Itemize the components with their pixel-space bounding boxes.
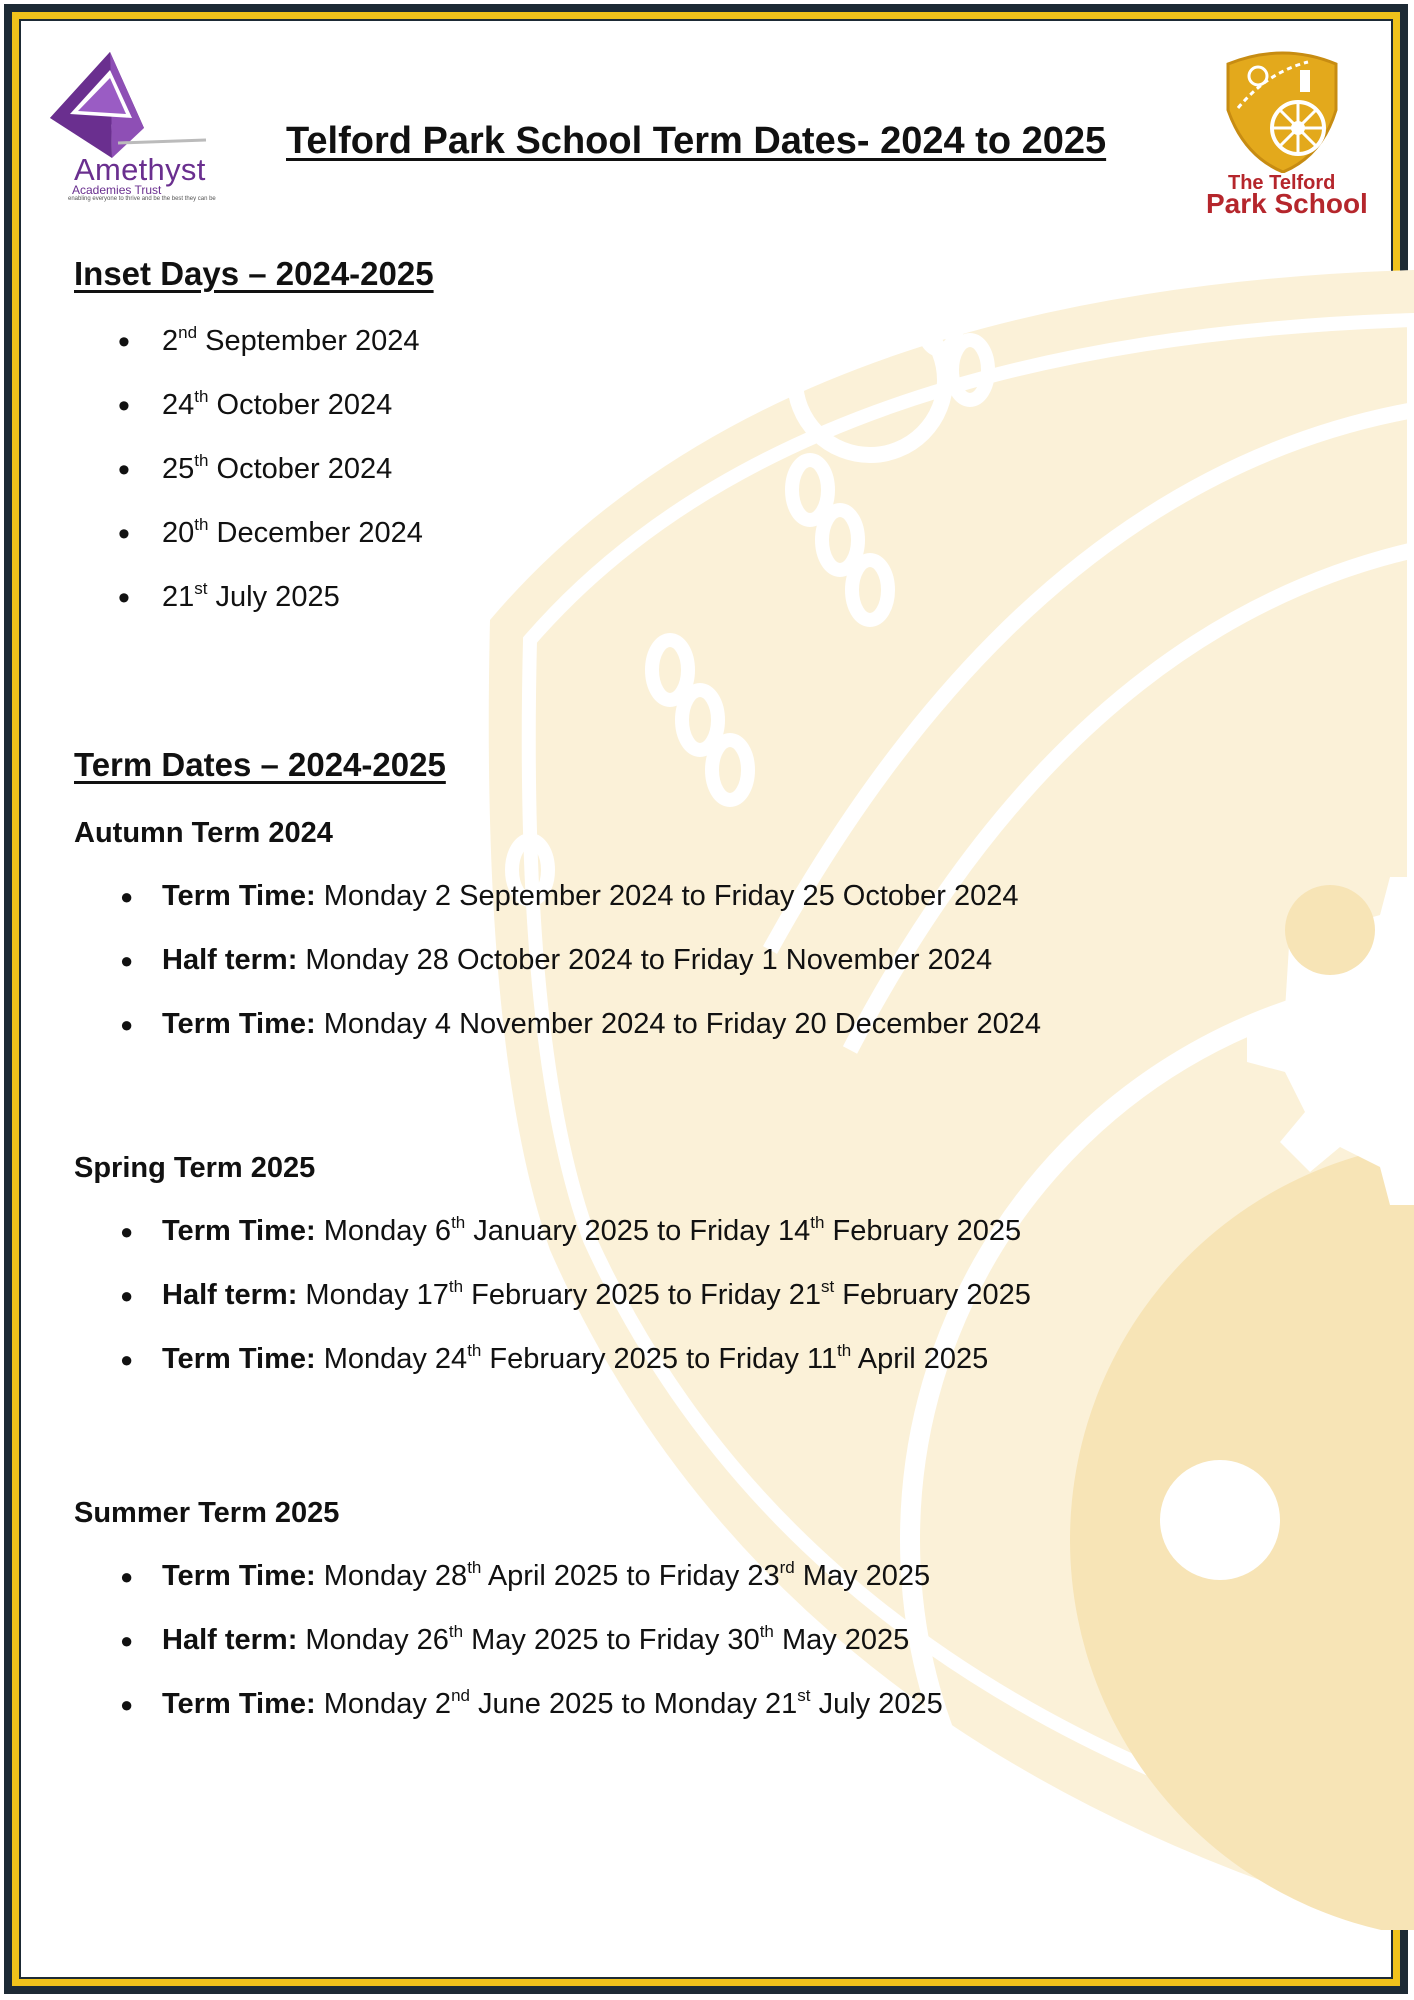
amethyst-name: Amethyst (74, 152, 206, 187)
bullet-icon: • (118, 515, 130, 553)
bullet-icon: • (118, 579, 130, 617)
school-name-line1: The Telford (1228, 172, 1336, 194)
autumn-term-heading: Autumn Term 2024 (74, 817, 333, 849)
amethyst-pyramid-icon (48, 48, 208, 158)
amethyst-tagline: enabling everyone to thrive and be the best they can be (68, 196, 216, 202)
summer-term-heading: Summer Term 2025 (74, 1497, 340, 1529)
telford-park-logo (1198, 48, 1368, 223)
bullet-icon: ● (120, 948, 134, 973)
bullet-icon: • (118, 451, 130, 489)
bullet-icon: • (118, 387, 130, 425)
amethyst-logo (48, 48, 216, 203)
page-title: Telford Park School Term Dates- 2024 to 2025 (286, 120, 1107, 162)
bullet-icon: ● (120, 1012, 134, 1037)
bullet-icon: ● (120, 884, 134, 909)
bullet-icon: ● (120, 1347, 134, 1372)
amethyst-subtitle: Academies Trust (72, 183, 162, 197)
term-dates-heading: Term Dates – 2024-2025 (74, 746, 446, 783)
bullet-icon: ● (120, 1283, 134, 1308)
bullet-icon: ● (120, 1692, 134, 1717)
bullet-icon: ● (120, 1628, 134, 1653)
bullet-icon: ● (120, 1564, 134, 1589)
bullet-icon: ● (120, 1219, 134, 1244)
school-name-line2: Park School (1206, 188, 1368, 219)
school-crest-icon (1198, 48, 1368, 173)
crest-watermark (470, 250, 1414, 1930)
bullet-icon: • (118, 323, 130, 361)
inset-days-heading: Inset Days – 2024-2025 (74, 255, 434, 292)
spring-term-heading: Spring Term 2025 (74, 1152, 316, 1184)
